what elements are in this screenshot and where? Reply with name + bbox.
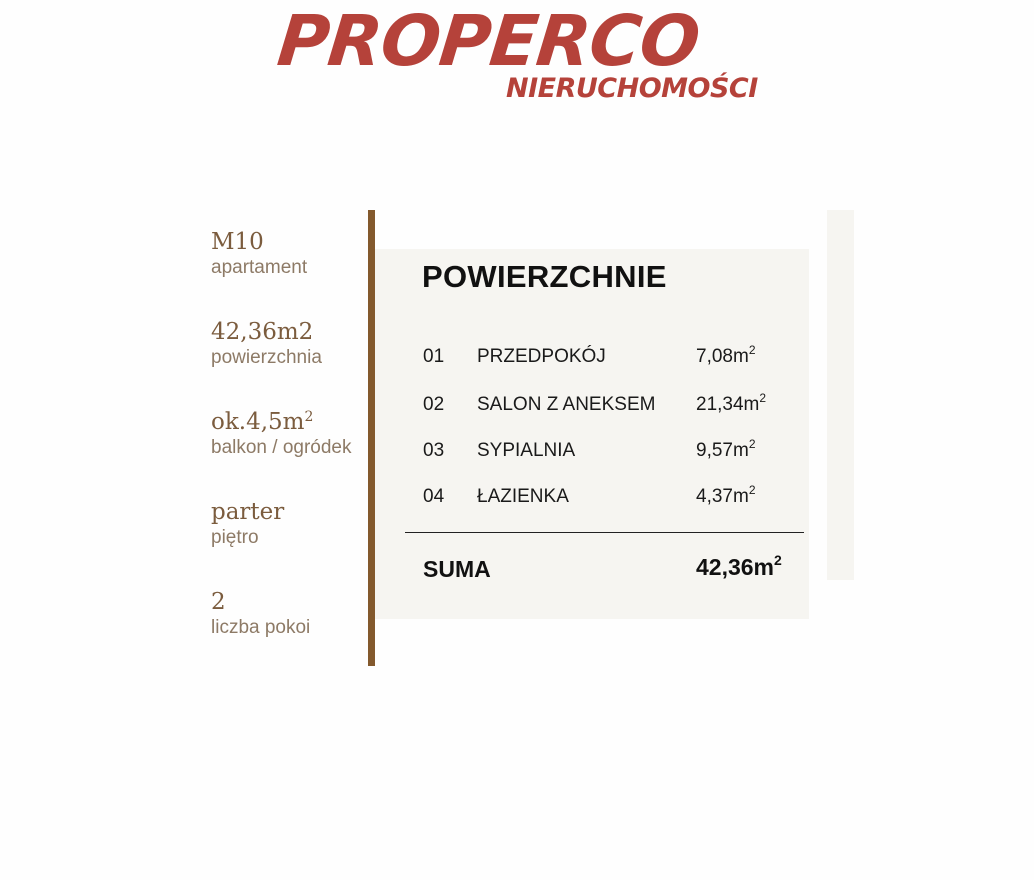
room-name: SYPIALNIA [477,440,576,461]
sum-label: SUMA [423,556,491,582]
room-area: $4,37m^2$ [696,483,756,507]
room-row [375,391,809,418]
logo-brand-text: PROPERCO [273,0,704,82]
stat-value: $ok.4,5m^2$ [211,409,314,435]
stat-label: piętro [211,527,259,548]
room-name: SALON Z ANEKSEM [477,394,656,415]
sum-separator [405,532,804,533]
stat-balcony [211,408,352,460]
stat-label: liczba pokoi [211,617,311,638]
stat-floor [211,498,284,550]
stat-value: 2 [211,589,226,615]
stat-area [211,318,322,370]
room-row [375,343,809,370]
room-area: $21,34m^2$ [696,391,767,415]
stat-label: apartament [211,257,308,278]
stat-value: parter [211,499,285,525]
stat-value: M10 [211,229,264,255]
stat-label: balkon / ogródek [211,437,352,458]
sum-value: $42,36m^2$ [696,552,782,580]
room-name: ŁAZIENKA [477,486,569,507]
stat-label: powierzchnia [211,347,322,368]
room-area: $7,08m^2$ [696,343,756,367]
areas-panel [375,249,809,619]
stat-apartment [211,228,307,280]
room-number: 03 [423,440,445,461]
vertical-divider [368,210,375,666]
room-number: 01 [423,346,445,367]
sum-row [375,554,809,584]
room-row [375,437,809,464]
stat-rooms [211,588,310,640]
panel-title: POWIERZCHNIE [422,259,667,294]
logo-sub-text: NIERUCHOMOŚCI [506,73,758,104]
room-number: 02 [423,394,445,415]
room-area: $9,57m^2$ [696,437,756,461]
stat-value: 42,36m2 [211,319,314,345]
room-name: PRZEDPOKÓJ [477,346,606,367]
side-panel-strip [827,210,854,580]
room-number: 04 [423,486,445,507]
company-logo [0,0,1034,110]
room-row [375,483,809,510]
